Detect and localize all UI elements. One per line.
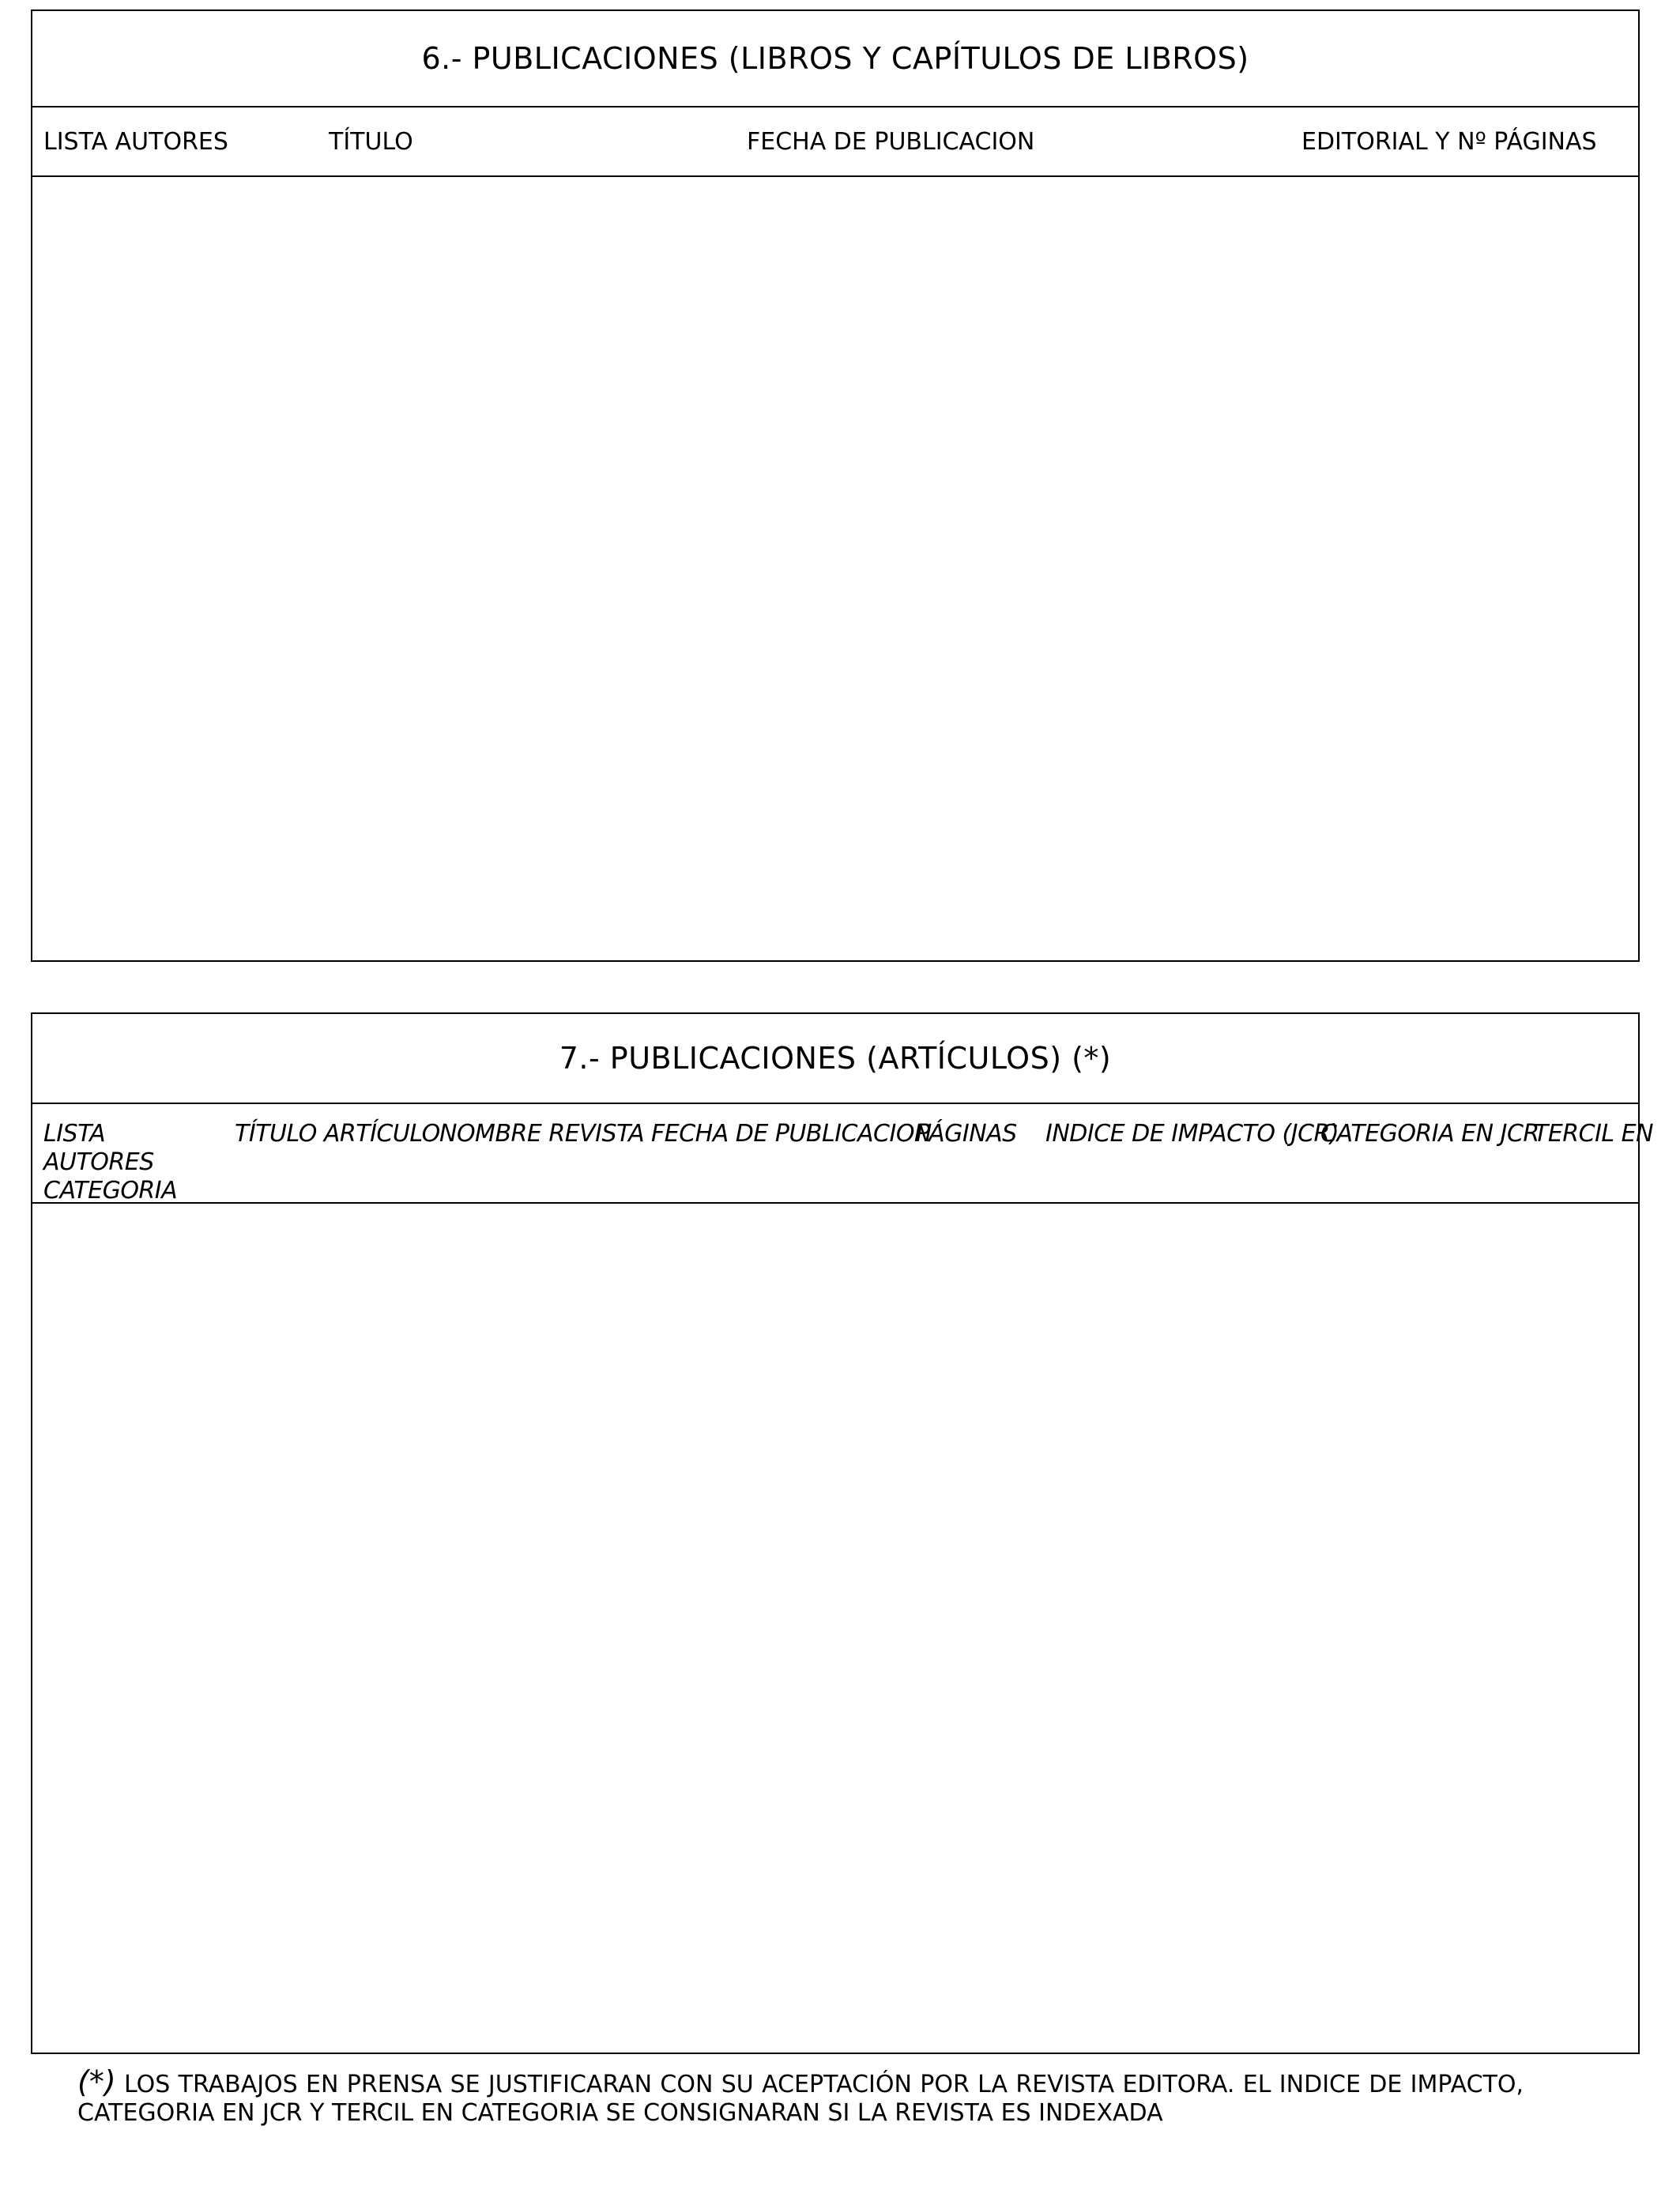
section-7-entry-area[interactable]: [32, 1204, 1638, 2051]
column-header-pages: PÁGINAS: [916, 1120, 1017, 1148]
section-6-title: 6.- PUBLICACIONES (LIBROS Y CAPÍTULOS DE LIBROS): [32, 11, 1638, 107]
column-header-title: TÍTULO: [329, 128, 413, 156]
section-6-books: [31, 9, 1640, 962]
column-header-authors: LISTA AUTORES: [43, 128, 228, 156]
column-header-publication-date: FECHA DE PUBLICACION: [747, 128, 1035, 156]
column-header-publisher-pages: EDITORIAL Y Nº PÁGINAS: [1301, 128, 1597, 156]
footnote-mark: (*): [77, 2064, 116, 2099]
footnote: [77, 2064, 1524, 2128]
column-header-impact-index: INDICE DE IMPACTO (JCR): [1045, 1120, 1339, 1148]
section-6-entry-area[interactable]: [32, 177, 1638, 960]
section-7-header-row: [32, 1104, 1654, 1204]
section-7-articles: [31, 1012, 1654, 2054]
column-header-publication-date: FECHA DE PUBLICACION: [651, 1120, 932, 1148]
column-header-journal-name: NOMBRE REVISTA: [439, 1120, 645, 1148]
column-header-article-title: TÍTULO ARTÍCULO: [235, 1120, 440, 1148]
section-7-title: 7.- PUBLICACIONES (ARTÍCULOS) (*): [32, 1014, 1638, 1104]
footnote-text: LOS TRABAJOS EN PRENSA SE JUSTIFICARAN CON SU ACEPTACIÓN POR LA REVISTA EDITORA. EL INDICE DE IMPACTO, CATEGORIA EN JCR Y TERCIL EN CATEGORIA SE CONSIGNARAN SI LA REVISTA ES INDEXADA: [77, 2071, 1524, 2127]
column-header-tercile: TERCIL EN: [1534, 1120, 1654, 1148]
column-header-authors-category: LISTA AUTORES CATEGORIA: [43, 1120, 178, 1204]
section-6-header-row: [32, 107, 1638, 177]
column-header-jcr-category: CATEGORIA EN JCR: [1320, 1120, 1539, 1148]
